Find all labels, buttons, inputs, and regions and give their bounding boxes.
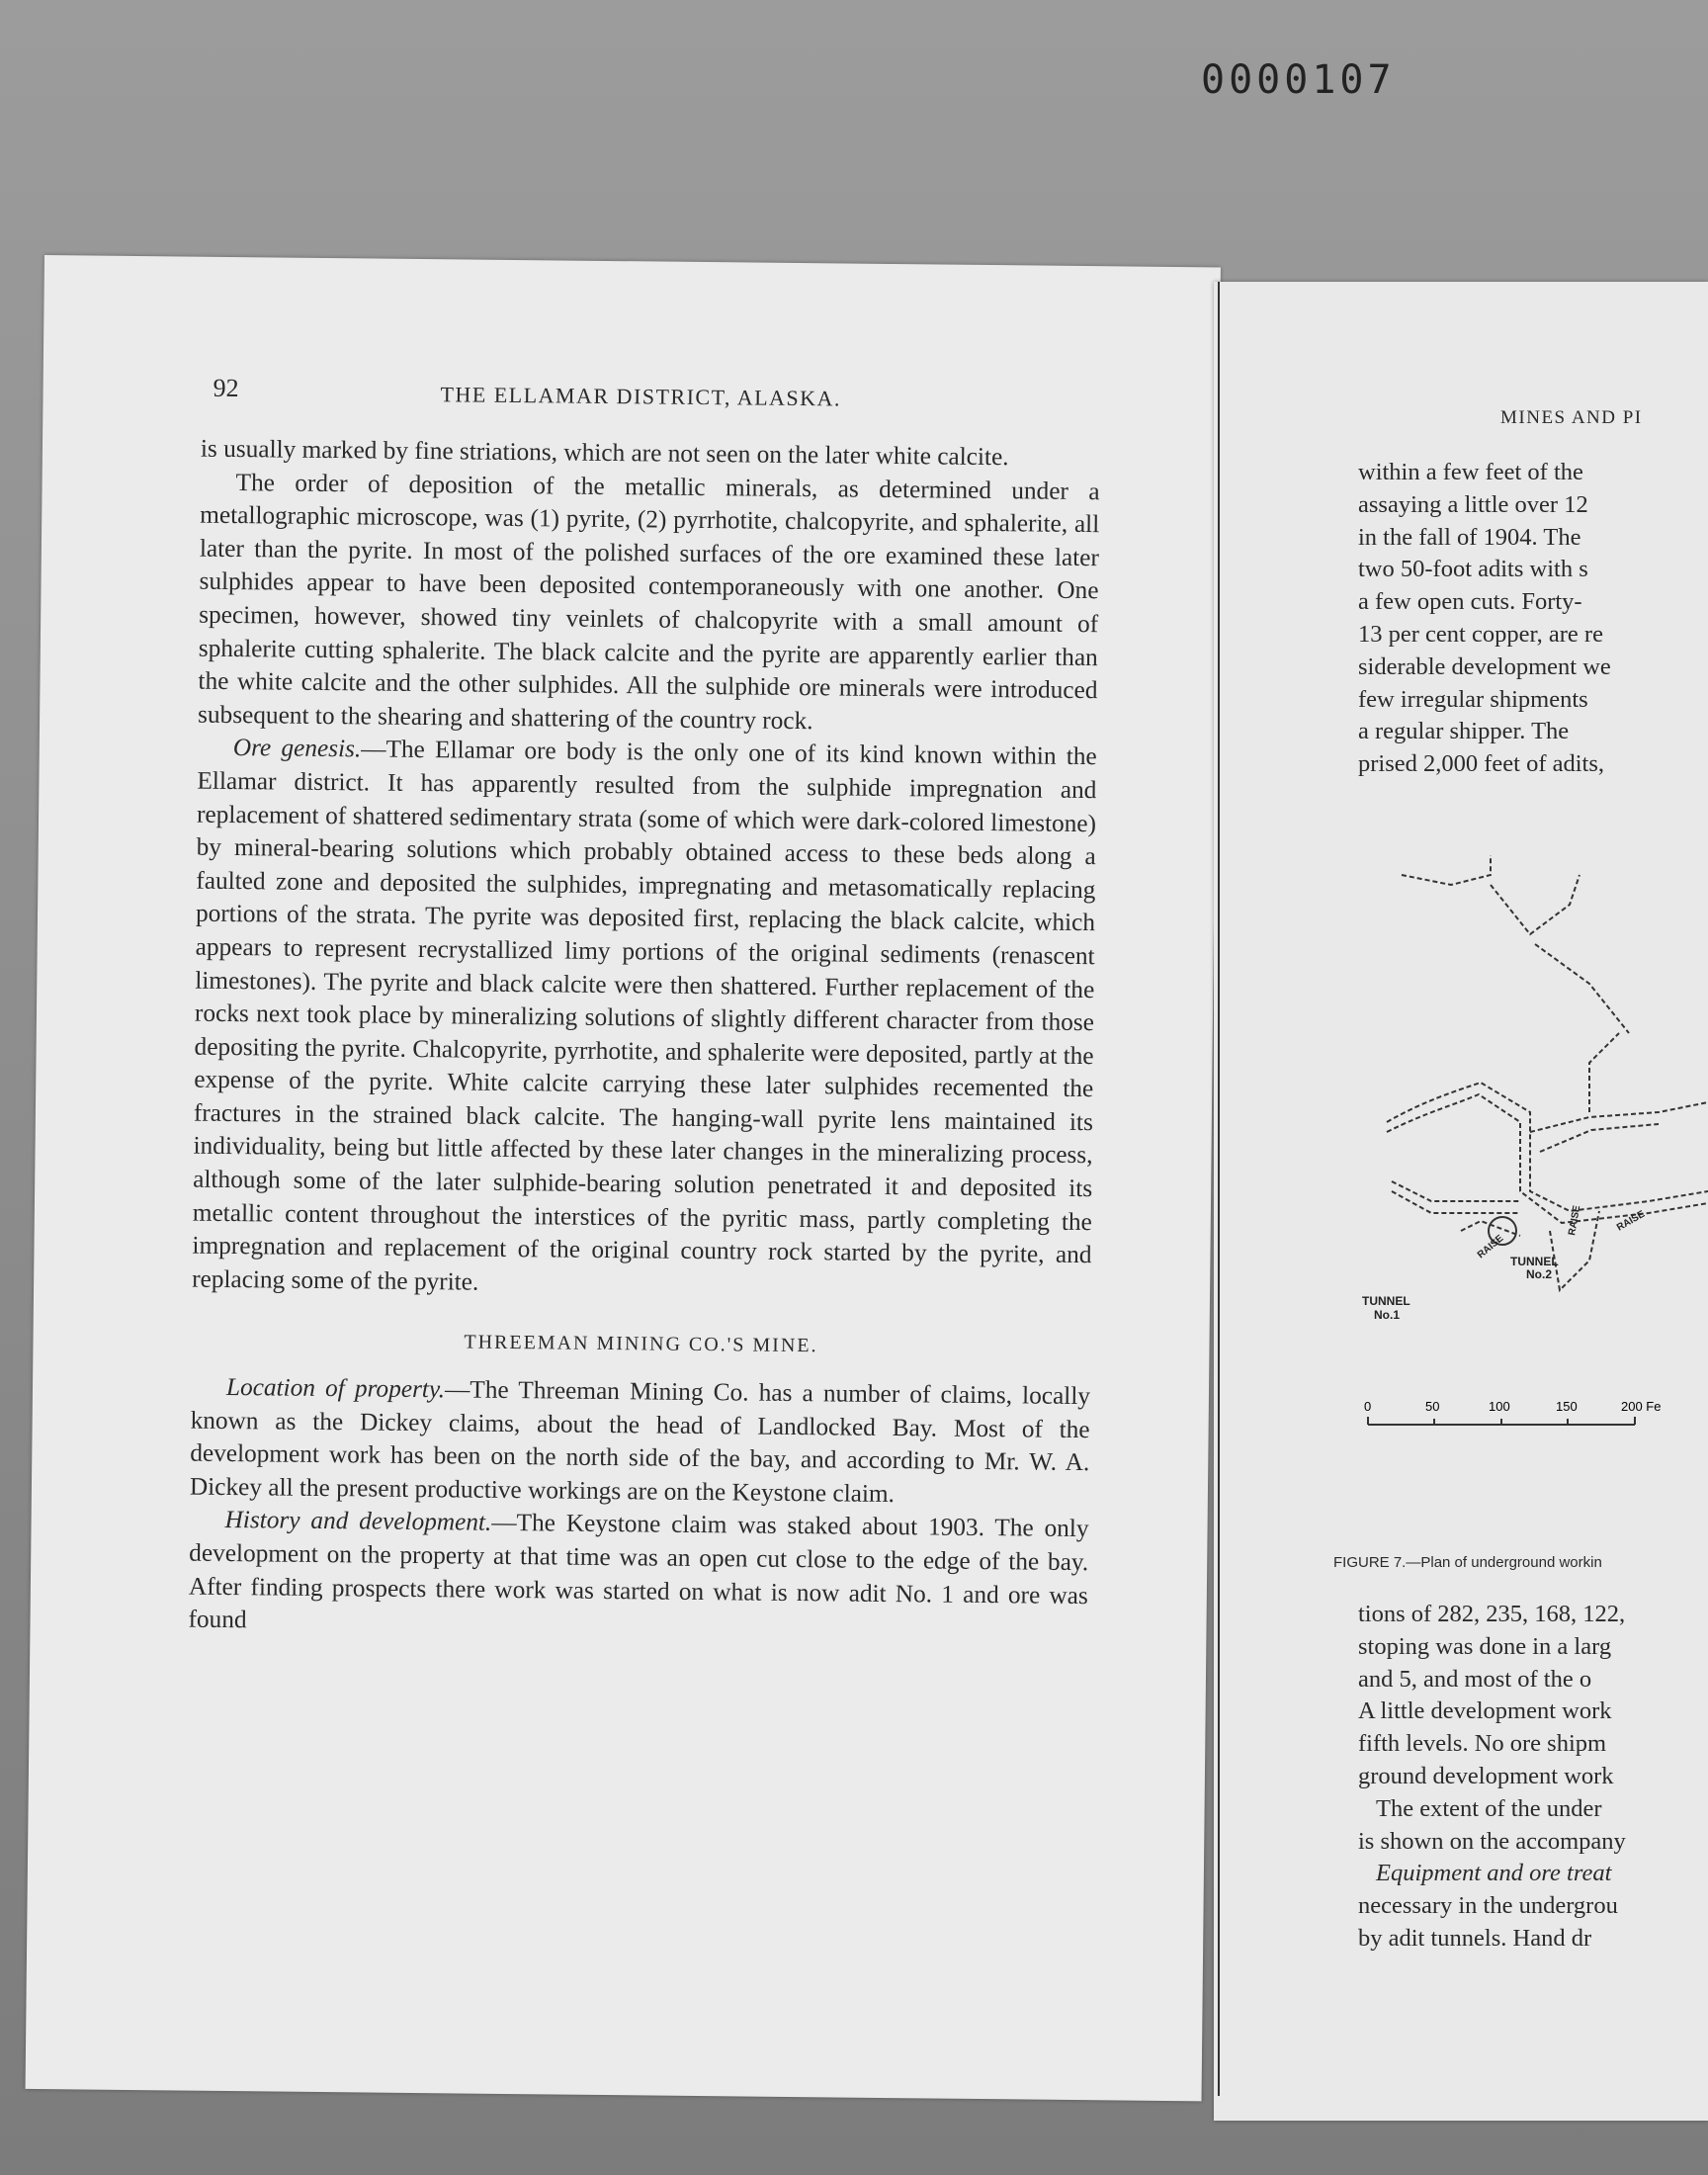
paragraph [188, 1504, 1088, 1646]
map-label-tunnel1-no: No.1 [1374, 1308, 1401, 1322]
paragraph [190, 1371, 1090, 1514]
scale-label: 50 [1425, 1399, 1440, 1414]
paragraph-body: —The Keystone claim was staked about 1903. The only development on the property at that time was an open cut close to the edge of the bay. After finding prospects there work was started on what is now adit No. 1 and ore was found [188, 1509, 1089, 1634]
text-line: 13 per cent copper, are re [1358, 620, 1603, 648]
page-gutter [1218, 282, 1220, 2096]
paragraph: The order of deposition of the metallic minerals, as determined under a metallographic microscope, was (1) pyrite, (2) pyrrhotite, chalcopyrite, and sphalerite, all later than the pyrite. In most of the polished surfaces of the ore examined these later sulphides appear to have been deposited contemporaneously with one another. One specimen, however, showed tiny veinlets of chalcopyrite with a small amount of sphalerite cutting sphalerite. The black calcite and the pyrite are apparently earlier than the white calcite and the other sulphides. All the sulphide ore minerals were introduced subsequent to the shearing and shattering of the country rock. [197, 468, 1100, 735]
scale-label: 150 [1556, 1399, 1578, 1414]
text-line: and 5, and most of the o [1358, 1665, 1592, 1693]
scale-label: 0 [1364, 1399, 1372, 1414]
caption-lead: FIGURE 7. [1333, 1554, 1407, 1571]
left-page [26, 255, 1221, 2101]
map-label-raise: RAISE [1615, 1208, 1647, 1234]
text-line: siderable development we [1358, 652, 1611, 680]
adit-tunnel-path [1387, 1083, 1708, 1211]
text-line: a regular shipper. The [1358, 718, 1570, 745]
text-line: necessary in the undergrou [1358, 1892, 1618, 1920]
right-text-bottom [1358, 1599, 1708, 1956]
text-line: The extent of the under [1376, 1794, 1602, 1822]
paragraph-lead: Location of property. [225, 1373, 446, 1404]
paragraph [192, 732, 1097, 1306]
text-line: stoping was done in a larg [1358, 1632, 1612, 1660]
paragraph-lead: Ore genesis. [232, 734, 362, 763]
paragraph-body: —The Threeman Mining Co. has a number of claims, locally known as the Dickey claims, about the head of Landlocked Bay. Most of the development work has been on the north side of the bay, and according to Mr. W. A. Dickey all the present productive workings are on the Keystone claim. [189, 1375, 1091, 1508]
text-line: ground development work [1358, 1762, 1614, 1789]
drift-path [1491, 875, 1580, 934]
caption-text: —Plan of underground workin [1406, 1554, 1602, 1571]
text-line: Equipment and ore treat [1376, 1860, 1612, 1887]
section-heading: THREEMAN MINING CO.'S MINE. [464, 1331, 818, 1357]
map-label-tunnel2-no: No.2 [1526, 1267, 1553, 1281]
map-scale [1362, 1397, 1698, 1439]
body-text [188, 433, 1100, 1646]
text-line: a few open cuts. Forty- [1358, 588, 1582, 616]
drift-path [1392, 1181, 1520, 1201]
text-line: assaying a little over 12 [1358, 490, 1588, 518]
drift-path [1402, 855, 1491, 885]
map-label-raise: RAISE [1567, 1204, 1583, 1237]
text-line: tions of 282, 235, 168, 122, [1358, 1601, 1626, 1627]
paragraph: is usually marked by fine striations, which are not seen on the later white calcite. [200, 434, 1009, 472]
mine-workings-map [1332, 816, 1708, 1389]
map-label-tunnel1: TUNNEL [1362, 1294, 1410, 1308]
text-line: A little development work [1358, 1697, 1612, 1725]
running-head-left: THE ELLAMAR DISTRICT, ALASKA. [440, 382, 842, 411]
adit-tunnel-path [1387, 1094, 1708, 1223]
running-head-right: MINES AND PI [1500, 407, 1643, 428]
text-line: prised 2,000 feet of adits, [1358, 750, 1605, 778]
scale-label: 100 [1489, 1399, 1510, 1414]
right-text-top [1358, 457, 1708, 781]
scale-label: 200 Fe [1621, 1399, 1662, 1414]
figure-caption [1333, 1554, 1602, 1571]
map-label-raise: RAISE [1475, 1233, 1506, 1262]
text-line: in the fall of 1904. The [1358, 523, 1581, 551]
paragraph-lead: History and development. [224, 1506, 492, 1537]
text-line: is shown on the accompany [1358, 1827, 1626, 1855]
drift-path [1540, 1124, 1659, 1152]
right-page [1214, 282, 1708, 2121]
text-line: within a few feet of the [1358, 459, 1583, 485]
text-line: by adit tunnels. Hand dr [1358, 1924, 1592, 1952]
drift-path [1589, 1033, 1619, 1112]
page-number: 92 [213, 373, 239, 403]
text-line: few irregular shipments [1358, 685, 1588, 713]
text-line: two 50-foot adits with s [1358, 556, 1588, 583]
map-label-tunnel2: TUNNEL [1510, 1255, 1559, 1268]
scan-number: 0000107 [1201, 57, 1396, 103]
text-line: fifth levels. No ore shipm [1358, 1730, 1607, 1758]
drift-path [1535, 944, 1629, 1033]
paragraph-body: —The Ellamar ore body is the only one of its kind known within the Ellamar district. It has apparently resulted from the sulphide impregnation and replacement of shattered sedimentary strata (some of which were dark-colored limestone) by mineral-bearing solutions which probably obtained access to these beds along a faulted zone and deposited the sulphides, impregnating and metasomatically replacing portions of the strata. The pyrite was deposited first, replacing the black calcite, which appears to represent recrystallized limy portions of the original sediments (renascent limestones). The pyrite and black calcite were then shattered. Further replacement of the rocks next took place by mineralizing solutions of slightly different character from those depositing the pyrite. Chalcopyrite, pyrrhotite, and sphalerite were deposited, partly at the expense of the pyrite. White calcite carrying these later sulphides recemented the fractures in the strained black calcite. The hanging-wall pyrite lens maintained its individuality, being but little affected by these later changes in the mineralizing process, although some of the later sulphide-bearing solution penetrated it and deposited its metallic content throughout the interstices of the pyritic mass, partly completing the impregnation and replacement of the original country rock started by the pyrite, and replacing some of the pyrite. [192, 735, 1097, 1296]
scale-bar [1362, 1397, 1698, 1436]
